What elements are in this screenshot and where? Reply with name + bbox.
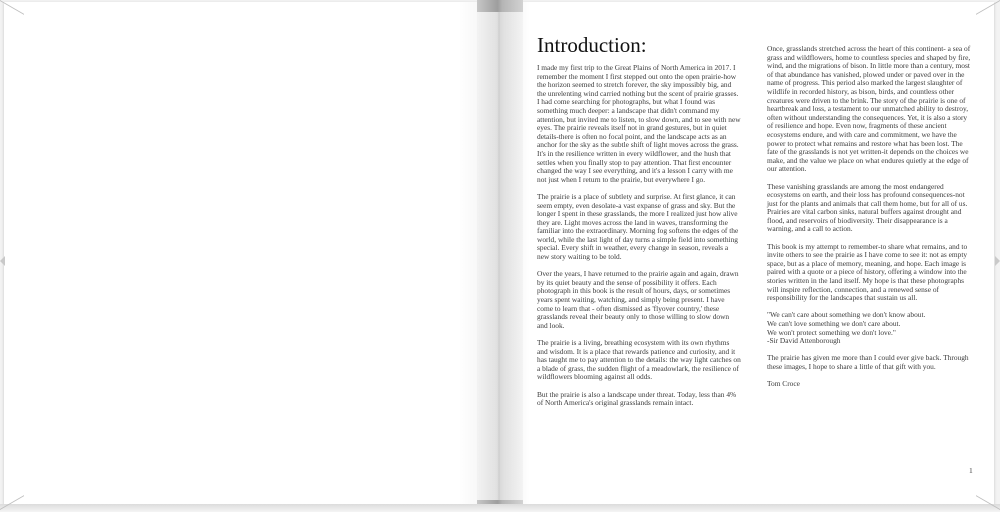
book-spine [477,0,523,512]
paragraph: The prairie is a place of subtlety and surprise. At first glance, it can seem empty, even desolate-a vast expanse of grass and sky. But the longer I spent in these grasslands, the more I realized just how alive they are. Light moves across the land in waves, transforming the familiar into the extraordinary. Morning fog softens the edges of the world, while the last light of day turns a simple field into something special. Every shift in weather, every change in season, reveals a new story waiting to be told. [537,191,739,262]
quote-line: "We can't care about something we don't know about. [767,310,926,320]
text-column-left [537,64,741,416]
bottom-page-edge [0,504,1000,512]
author-signature: Tom Croce [767,379,800,389]
spine-tab-top [477,0,523,12]
quote-block [767,311,973,345]
closing-paragraph: The prairie has given me more than I could ever give back. Through these images, I hope to share a little of that gift with you. [767,353,969,371]
paragraph: I made my first trip to the Great Plains of North America in 2017. I remember the moment I first stepped out onto the open prairie-how the horizon seemed to stretch forever, the sky impossibly big, and the unrelenting wind carried nothing but the scent of prairie grasses. I had come searching for photographs, but what I found was something much deeper: a landscape that didn't command my attention, but invited me to listen, to slow down, and to see with new eyes. The prairie reveals itself not in grand gestures, but in quiet details-there is often no focal point, and the landscape acts as an anchor for the sky as the subtle shift of light moves across the grass. It's in the resilience written in every wildflower, and the hush that settles when you finally stop to pay attention. That first encounter changed the way I see everything, and it's a lesson I carry with me not just when I return to the prairie, but everywhere I go. [537,63,741,184]
left-page[interactable] [4,2,498,506]
paragraph: These vanishing grasslands are among the most endangered ecosystems on earth, and their loss has profound consequences-not just for the plants and animals that call them home, but for all of us. Prairies are vital carbon sinks, natural buffers against drought and flood, and reservoirs of biodiversity. Their disappearance is a warning, and a call to action. [767,181,968,234]
quote-attribution: -Sir David Attenborough [767,336,841,346]
page-title: Introduction: [537,33,647,57]
previous-page-arrow-icon[interactable] [0,256,5,266]
paragraph: But the prairie is also a landscape under threat. Today, less than 4% of North America's original grasslands remain intact. [537,389,737,408]
quote-line: We won't protect something we don't love." [767,327,896,337]
text-column-right [767,45,973,397]
paragraph: The prairie is a living, breathing ecosystem with its own rhythms and wisdom. It is a place that rewards patience and curiosity, and it has taught me to pay attention to the details: the way light catches on a blade of grass, the sudden flight of a meadowlark, the resilience of wildflowers blooming against all odds. [537,338,741,382]
paragraph: Over the years, I have returned to the prairie again and again, drawn by its quiet beauty and the sense of possibility it offers. Each photograph in this book is the result of hours, days, or sometimes years spent waiting, watching, and simply being present. I have come to learn that - often dismissed as 'flyover country,' these grasslands reveal their beauty only to those willing to slow down and look. [537,269,739,330]
next-page-arrow-icon[interactable] [995,256,1000,266]
quote-line: We can't love something we don't care about. [767,319,901,328]
paragraph: Once, grasslands stretched across the heart of this continent- a sea of grass and wildflowers, home to countless species and shaped by fire, wind, and the migrations of bison. In little more than a century, most of that abundance has vanished, plowed under or paved over in the name of progress. This period also marked the largest slaughter of wildlife in recorded history, as bison, birds, and countless other creatures were driven to the brink. The story of the prairie is one of heartbreak and loss, a testament to our unmatched ability to destroy, often without understanding the consequences. Yet, it is also a story of resilience and hope. Even now, fragments of these ancient ecosystems endure, and with care and commitment, we have the power to protect what remains and restore what has been lost. The fate of the grasslands is not yet written-it depends on the choices we make, and the value we place on what endures quietly at the edge of our attention. [767,44,971,174]
paragraph: This book is my attempt to remember-to share what remains, and to invite others to see the prairie as I have come to see it: not as empty space, but as a place of memory, meaning, and hope. Each image is paired with a quote or a piece of history, offering a window into the stories written in the land itself. My hope is that these photographs will inspire reflection, connection, and a renewed sense of responsibility for the landscapes that sustain us all. [767,241,968,303]
page-number: 1 [969,466,973,475]
